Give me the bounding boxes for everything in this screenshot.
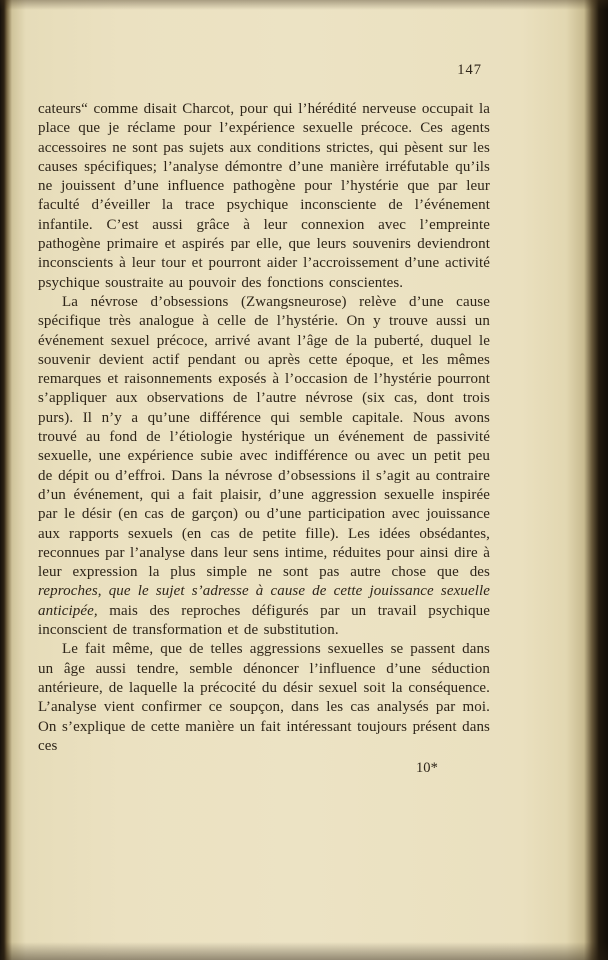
paragraph-seduction: Le fait même, que de telles aggressions sexuelles se passent dans un âge aussi tendre, semble dénoncer l’influence d’une séduction antérieure, de laquelle la précocité du désir sexuel soit la conséquence. L’analyse vient confirmer ce soupçon, dans les cas analysés par moi. On s’explique de cette manière un fait intéressant toujours présent dans ces <box>38 641 490 754</box>
text-block <box>38 100 490 778</box>
paragraph-obsessions-tail: mais des reproches défigurés par un travail psychique inconscient de transformation et de substitution. <box>38 602 490 639</box>
page-number: 147 <box>457 62 482 78</box>
paragraph-continuation: cateurs“ comme disait Charcot, pour qui l’hérédité nerveuse occupait la place que je réclame pour l’expérience sexuelle précoce. Ces agents accessoires ne sont pas sujets aux conditions strictes, qui pèsent sur les causes spécifiques; l’analyse démontre d’une manière irréfutable qu’ils ne jouissent d’une influence pathogène pour l’hystérie que par leur faculté d’éveiller la trace psychique inconsciente de l’événement infantile. C’est aussi grâce à leur connexion avec l’empreinte pathogène primaire et aspirés par elle, que leurs souvenirs deviendront inconscients à leur tour et pourront aider l’accroissement d’une activité psychique soustraite au pouvoir des fonctions conscientes. <box>38 101 490 291</box>
paragraph-obsessions-italic: reproches, que le sujet s’adresse à cause de cette jouissance sexuelle anticipée, <box>38 583 490 619</box>
paragraph-obsessions <box>38 293 490 640</box>
signature-mark: 10* <box>415 760 438 777</box>
paragraph-obsessions-lead: La névrose d’obsessions (Zwangsneurose) relève d’une cause spécifique très analogue à celle de l’hystérie. On y trouve aussi un événement sexuel précoce, arrivé avant l’âge de la puberté, duquel le souvenir devient actif pendant ou après cette époque, et les mêmes remarques et raisonnements exposés à l’occasion de l’hystérie pourront s’appliquer aux observations de l’autre névrose (six cas, dont trois purs). Il n’y a qu’une différence qui semble capitale. Nous avons trouvé au fond de l’étiologie hystérique un événement de passivité sexuelle, une expérience subie avec indifférence ou avec un petit peu de dépit ou d’effroi. Dans la névrose d’obsessions il s’agit au contraire d’un événement, qui a fait plaisir, d’une aggression sexuelle inspirée par le désir (en cas de garçon) ou d’une participation avec jouissance aux rapports sexuels (en cas de petite fille). Les idées obsédantes, reconnues par l’analyse dans leur sens intime, réduites pour ainsi dire à leur expression la plus simple ne sont pas autre chose que des <box>38 293 490 581</box>
